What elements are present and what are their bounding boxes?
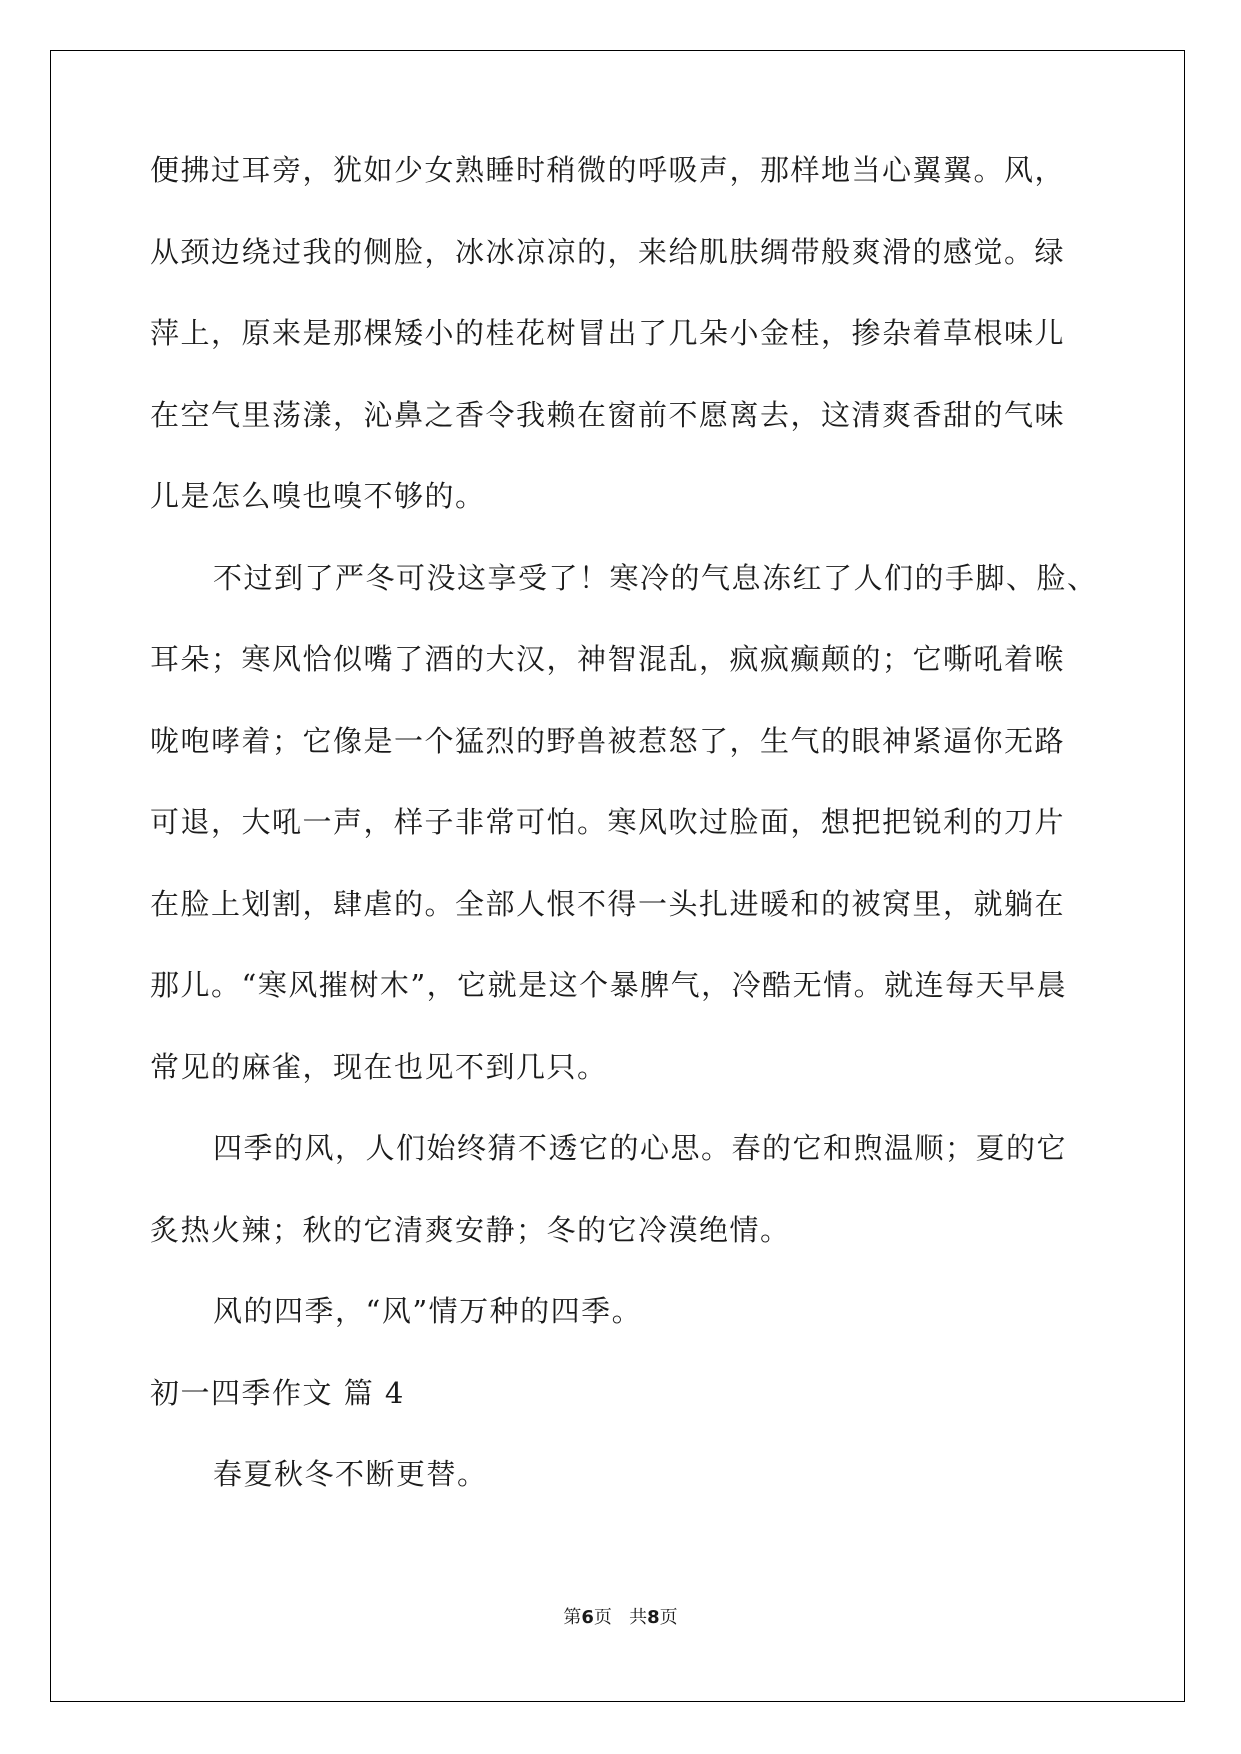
text-line: 耳朵；寒风恰似嘴了酒的大汉，神智混乱，疯疯癫颠的；它嘶吼着喉 — [150, 642, 1066, 676]
text-line: 在空气里荡漾，沁鼻之香令我赖在窗前不愿离去，这清爽香甜的气味 — [150, 397, 1066, 432]
text-line: 从颈边绕过我的侧脸，冰冰凉凉的，来给肌肤绸带般爽滑的感觉。绿 — [150, 234, 1066, 269]
footer-total-suffix: 页 — [659, 1607, 678, 1628]
current-page-number: 6 — [581, 1607, 594, 1628]
text-line: 在脸上划割，肆虐的。全部人恨不得一头扎进暖和的被窝里，就躺在 — [150, 886, 1066, 921]
paragraph-start-line: 四季的风，人们始终猜不透它的心思。春的它和煦温顺；夏的它 — [213, 1131, 1068, 1165]
text-line: 咙咆哮着；它像是一个猛烈的野兽被惹怒了，生气的眼神紧逼你无路 — [150, 723, 1066, 758]
paragraph-start-line: 不过到了严冬可没这享受了！寒冷的气息冻红了人们的手脚、脸、 — [213, 560, 1098, 595]
text-line: 常见的麻雀，现在也见不到几只。 — [150, 1049, 608, 1084]
text-line: 儿是怎么嗅也嗅不够的。 — [150, 479, 486, 513]
total-pages-number: 8 — [647, 1607, 660, 1628]
text-line: 炙热火辣；秋的它清爽安静；冬的它冷漠绝情。 — [150, 1212, 791, 1247]
text-line: 可退，大吼一声，样子非常可怕。寒风吹过脸面，想把把锐利的刀片 — [150, 805, 1066, 839]
section-heading: 初一四季作文 篇 4 — [150, 1375, 405, 1410]
document-body — [150, 150, 1098, 1536]
footer-total-prefix: 共 — [629, 1607, 648, 1628]
footer-page-suffix: 页 — [593, 1607, 612, 1628]
footer-prefix: 第 — [563, 1607, 582, 1628]
page-footer — [0, 1603, 1241, 1629]
paragraph-start-line: 风的四季，“风”情万种的四季。 — [213, 1294, 643, 1328]
text-line: 便拂过耳旁，犹如少女熟睡时稍微的呼吸声，那样地当心翼翼。风， — [150, 153, 1066, 187]
paragraph-start-line: 春夏秋冬不断更替。 — [213, 1457, 488, 1491]
text-line: 那儿。“寒风摧树木”，它就是这个暴脾气，冷酷无情。就连每天早晨 — [150, 968, 1068, 1002]
text-line: 萍上，原来是那棵矮小的桂花树冒出了几朵小金桂，掺杂着草根味儿 — [150, 316, 1066, 350]
